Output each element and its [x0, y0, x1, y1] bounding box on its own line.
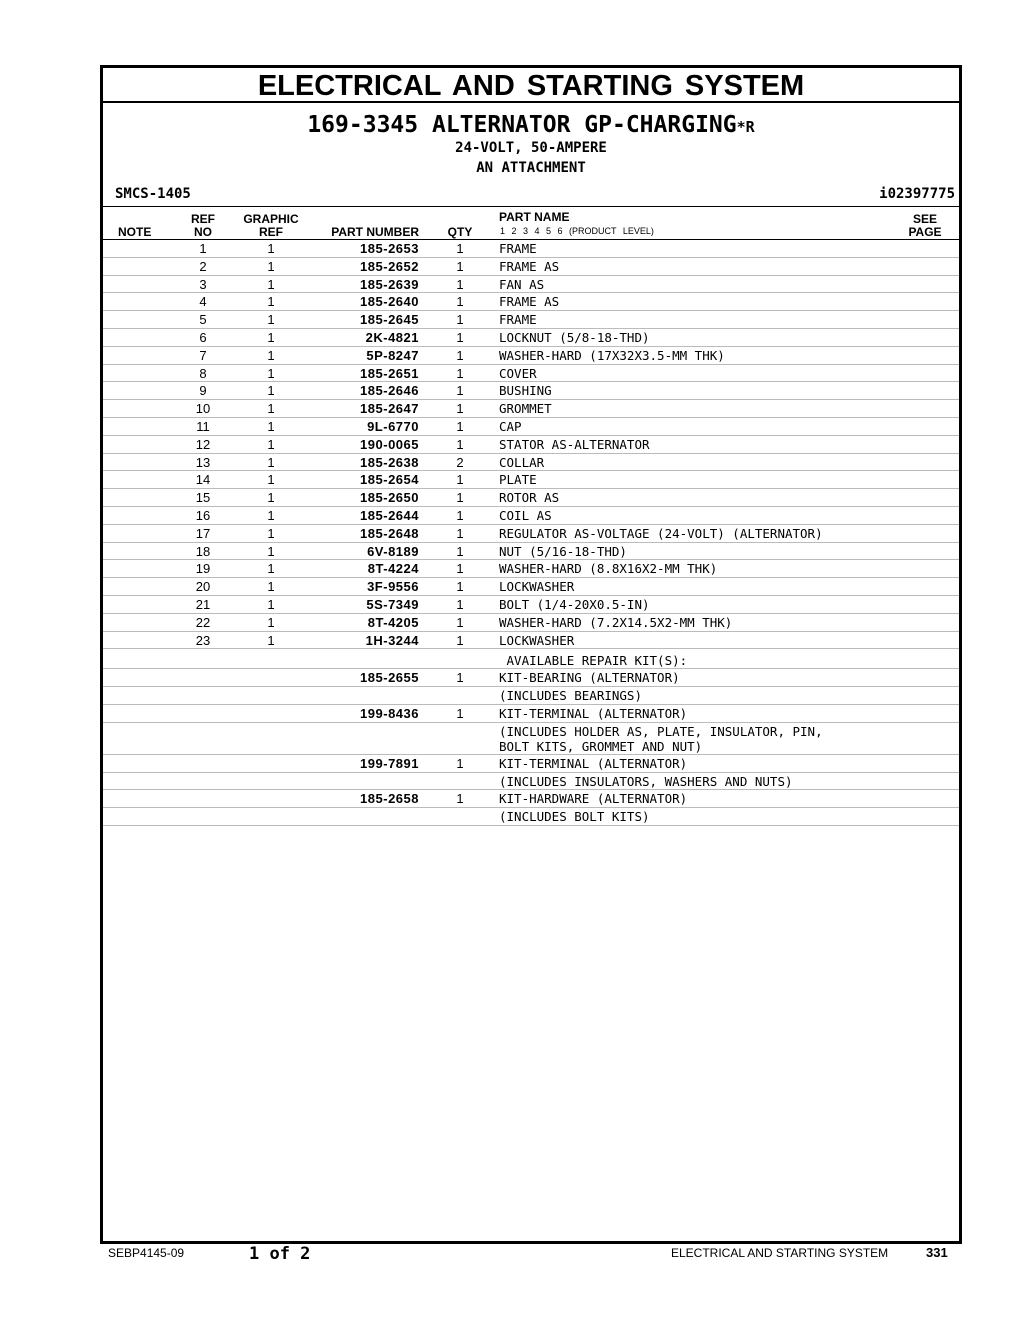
table-row: [103, 240, 959, 258]
table-row: [103, 471, 959, 489]
part-name: AVAILABLE REPAIR KIT(S):: [499, 653, 688, 669]
qty: 1: [456, 614, 464, 630]
ref-no: 2: [199, 258, 207, 274]
qty: 1: [456, 579, 464, 595]
part-number: 6V-8189: [367, 543, 419, 559]
col-part-name: PART NAME: [499, 210, 570, 224]
part-name: WASHER-HARD (7.2X14.5X2-MM THK): [499, 614, 733, 630]
qty: 1: [456, 312, 464, 328]
table-row: [103, 669, 959, 687]
subtitle-voltage: 24-VOLT, 50-AMPERE: [455, 140, 607, 156]
qty: 1: [456, 705, 464, 721]
graphic-ref: 1: [267, 472, 275, 488]
part-name: LOCKWASHER: [499, 579, 575, 595]
graphic-ref: 1: [267, 579, 275, 595]
section-title: ELECTRICAL AND STARTING SYSTEM: [103, 68, 959, 103]
col-graphic-bottom: REF: [259, 225, 283, 239]
part-name: COVER: [499, 365, 537, 381]
part-name: FRAME: [499, 241, 537, 256]
part-name: PLATE: [499, 472, 537, 488]
col-note: NOTE: [118, 225, 152, 239]
graphic-ref: 1: [267, 596, 275, 612]
ref-no: 15: [195, 490, 211, 506]
table-row: [103, 293, 959, 311]
graphic-ref: 1: [267, 436, 275, 452]
part-number: 9L-6770: [367, 418, 419, 434]
part-number: 185-2639: [360, 276, 419, 292]
part-name: STATOR AS-ALTERNATOR: [499, 436, 650, 452]
ref-no: 20: [195, 579, 211, 595]
ref-no: 10: [195, 401, 211, 417]
qty: 1: [456, 490, 464, 506]
ref-no: 17: [195, 525, 211, 541]
col-see-bottom: PAGE: [908, 225, 942, 239]
part-number: 199-7891: [360, 755, 419, 771]
part-number: 185-2655: [360, 670, 419, 686]
ref-no: 3: [199, 276, 207, 292]
part-number: 3F-9556: [367, 579, 419, 595]
graphic-ref: 1: [267, 401, 275, 417]
qty: 1: [456, 755, 464, 771]
part-number: 185-2640: [360, 294, 419, 310]
part-name: KIT-HARDWARE (ALTERNATOR): [499, 791, 688, 807]
table-row: [103, 773, 959, 791]
part-number: 185-2648: [360, 525, 419, 541]
parts-list: [103, 240, 959, 826]
part-number: 185-2647: [360, 401, 419, 417]
qty: 1: [456, 276, 464, 292]
part-number: 185-2658: [360, 791, 419, 807]
table-row: [103, 790, 959, 808]
graphic-ref: 1: [267, 294, 275, 310]
col-ref-bottom: NO: [194, 225, 212, 239]
part-name: (INCLUDES BOLT KITS): [499, 809, 650, 825]
part-name: COIL AS: [499, 507, 552, 523]
table-row: [103, 276, 959, 294]
graphic-ref: 1: [267, 525, 275, 541]
qty: 1: [456, 507, 464, 523]
table-row: [103, 632, 959, 650]
graphic-ref: 1: [267, 365, 275, 381]
graphic-ref: 1: [267, 632, 275, 648]
graphic-ref: 1: [267, 329, 275, 345]
table-row: [103, 365, 959, 383]
part-name: BUSHING: [499, 383, 552, 399]
ref-no: 12: [195, 436, 211, 452]
footer-page-number: 331: [926, 1245, 948, 1260]
ref-no: 6: [199, 329, 207, 345]
ref-no: 16: [195, 507, 211, 523]
graphic-ref: 1: [267, 561, 275, 577]
col-qty: QTY: [447, 225, 473, 239]
qty: 1: [456, 365, 464, 381]
graphic-ref: 1: [267, 490, 275, 506]
part-name: KIT-BEARING (ALTERNATOR): [499, 670, 680, 686]
table-row: [103, 507, 959, 525]
ref-no: 4: [199, 294, 207, 310]
ref-no: 21: [195, 596, 211, 612]
graphic-ref: 1: [267, 276, 275, 292]
graphic-ref: 1: [267, 614, 275, 630]
qty: 1: [456, 347, 464, 363]
ref-no: 1: [199, 241, 207, 256]
part-number: 185-2638: [360, 454, 419, 470]
group-number: 169-3345: [307, 112, 419, 138]
page-frame: [100, 65, 962, 1244]
col-ref-top: REF: [191, 212, 215, 226]
qty: 1: [456, 670, 464, 686]
col-part-number: PART NUMBER: [331, 225, 419, 239]
qty: 1: [456, 418, 464, 434]
part-name: ROTOR AS: [499, 490, 560, 506]
col-product-level: 1 2 3 4 5 6 (PRODUCT LEVEL): [500, 226, 654, 236]
qty: 1: [456, 258, 464, 274]
table-row: [103, 687, 959, 705]
part-name: NUT (5/16-18-THD): [499, 543, 627, 559]
part-name: LOCKNUT (5/8-18-THD): [499, 329, 650, 345]
part-name: (INCLUDES HOLDER AS, PLATE, INSULATOR, PIN, BOLT KITS, GROMMET AND NUT): [499, 723, 823, 754]
ref-no: 11: [196, 418, 210, 434]
qty: 1: [456, 561, 464, 577]
part-number: 5P-8247: [366, 347, 419, 363]
part-name: LOCKWASHER: [499, 632, 575, 648]
table-row: [103, 543, 959, 561]
graphic-ref: 1: [267, 241, 275, 256]
part-name: COLLAR: [499, 454, 545, 470]
part-number: 199-8436: [360, 705, 419, 721]
part-number: 185-2653: [360, 241, 419, 256]
part-name: BOLT (1/4-20X0.5-IN): [499, 596, 650, 612]
part-number: 185-2646: [360, 383, 419, 399]
graphic-ref: 1: [267, 507, 275, 523]
smcs-code: SMCS-1405: [115, 186, 191, 202]
part-name: FRAME: [499, 312, 537, 328]
graphic-ref: 1: [267, 383, 275, 399]
part-number: 190-0065: [360, 436, 419, 452]
graphic-ref: 1: [267, 454, 275, 470]
qty: 1: [456, 472, 464, 488]
table-row: [103, 755, 959, 773]
table-row: [103, 649, 959, 669]
col-see-top: SEE: [912, 212, 937, 226]
part-number: 5S-7349: [366, 596, 419, 612]
part-number: 185-2650: [360, 490, 419, 506]
part-number: 2K-4821: [365, 329, 419, 345]
group-suffix: *R: [736, 118, 755, 136]
qty: 1: [456, 436, 464, 452]
part-name: (INCLUDES BEARINGS): [499, 688, 642, 704]
part-name: WASHER-HARD (8.8X16X2-MM THK): [499, 561, 718, 577]
table-row: [103, 489, 959, 507]
part-name: (INCLUDES INSULATORS, WASHERS AND NUTS): [499, 773, 793, 789]
qty: 1: [456, 401, 464, 417]
ref-no: 22: [195, 614, 211, 630]
part-number: 8T-4224: [367, 561, 419, 577]
table-row: [103, 454, 959, 472]
part-name: WASHER-HARD (17X32X3.5-MM THK): [499, 347, 725, 363]
ref-no: 7: [199, 347, 207, 363]
graphic-ref: 1: [267, 543, 275, 559]
graphic-ref: 1: [267, 258, 275, 274]
part-number: 8T-4205: [367, 614, 419, 630]
qty: 1: [456, 241, 464, 256]
ref-no: 14: [195, 472, 211, 488]
qty: 1: [456, 791, 464, 807]
graphic-ref: 1: [267, 347, 275, 363]
table-row: [103, 808, 959, 826]
group-name: ALTERNATOR GP-CHARGING: [431, 112, 737, 138]
part-number: 185-2654: [360, 472, 419, 488]
subtitle-attachment: AN ATTACHMENT: [476, 160, 586, 176]
part-name: REGULATOR AS-VOLTAGE (24-VOLT) (ALTERNATOR): [499, 525, 823, 541]
qty: 1: [456, 525, 464, 541]
table-row: [103, 723, 959, 755]
part-name: KIT-TERMINAL (ALTERNATOR): [499, 755, 688, 771]
table-row: [103, 258, 959, 276]
header-divider: [103, 206, 959, 207]
footer-page-of: 1 of 2: [249, 1244, 311, 1264]
graphic-ref: 1: [267, 418, 275, 434]
table-row: [103, 578, 959, 596]
document-ident: i02397775: [879, 186, 955, 202]
part-number: 185-2644: [360, 507, 419, 523]
part-name: FRAME AS: [499, 258, 560, 274]
part-name: GROMMET: [499, 401, 552, 417]
footer-section: ELECTRICAL AND STARTING SYSTEM: [671, 1246, 889, 1260]
table-row: [103, 705, 959, 723]
part-number: 1H-3244: [365, 632, 419, 648]
ref-no: 19: [195, 561, 211, 577]
table-row: [103, 560, 959, 578]
ref-no: 13: [195, 454, 211, 470]
part-name: KIT-TERMINAL (ALTERNATOR): [499, 705, 688, 721]
ref-no: 18: [195, 543, 211, 559]
ref-no: 8: [199, 365, 207, 381]
table-row: [103, 596, 959, 614]
qty: 1: [456, 543, 464, 559]
graphic-ref: 1: [267, 312, 275, 328]
part-number: 185-2651: [360, 365, 419, 381]
ref-no: 9: [199, 383, 207, 399]
group-title: [103, 112, 959, 138]
table-row: [103, 329, 959, 347]
qty: 1: [456, 329, 464, 345]
part-name: CAP: [499, 418, 522, 434]
part-number: 185-2652: [360, 258, 419, 274]
qty: 1: [456, 632, 464, 648]
qty: 1: [456, 294, 464, 310]
qty: 2: [456, 454, 464, 470]
table-row: [103, 614, 959, 632]
table-row: [103, 347, 959, 365]
part-name: FAN AS: [499, 276, 545, 292]
part-name: FRAME AS: [499, 294, 560, 310]
table-row: [103, 436, 959, 454]
qty: 1: [456, 383, 464, 399]
table-row: [103, 400, 959, 418]
table-row: [103, 525, 959, 543]
table-row: [103, 418, 959, 436]
col-graphic-top: GRAPHIC: [243, 212, 299, 226]
ref-no: 23: [195, 632, 211, 648]
part-number: 185-2645: [360, 312, 419, 328]
table-row: [103, 311, 959, 329]
table-row: [103, 382, 959, 400]
ref-no: 5: [199, 312, 207, 328]
footer-doc-number: SEBP4145-09: [108, 1246, 185, 1260]
qty: 1: [456, 596, 464, 612]
